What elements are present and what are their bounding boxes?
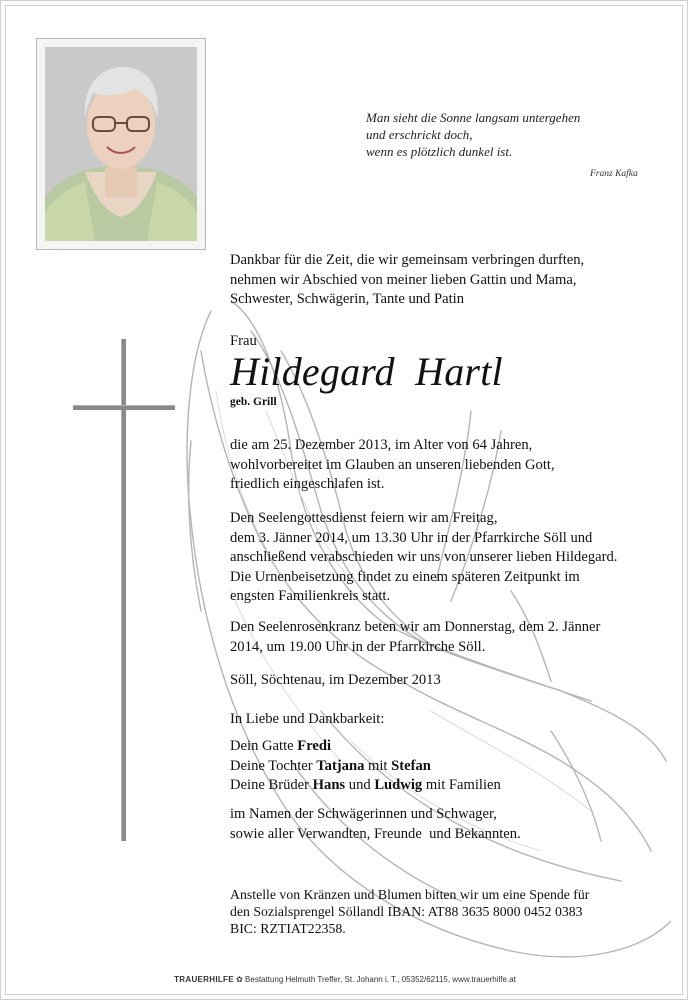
flower-icon: ✿ <box>236 975 243 984</box>
quote-line: Man sieht die Sonne langsam untergehen <box>366 110 581 125</box>
quote-author: Franz Kafka <box>590 169 638 179</box>
family-name: Fredi <box>297 738 332 754</box>
text-line: die am 25. Dezember 2013, im Alter von 64 Jahren, <box>230 437 533 453</box>
closing-line: In Liebe und Dankbarkeit: <box>230 711 385 727</box>
text-line: wohlvorbereitet im Glauben an unseren liebenden Gott, <box>230 456 555 473</box>
text-line: dem 3. Jänner 2014, um 13.30 Uhr in der Pfarrkirche Söll und <box>230 529 593 546</box>
text-line: anschließend verabschieden wir uns von unserer lieben Hildegard. <box>230 549 618 566</box>
family-text: Dein Gatte <box>230 738 298 754</box>
cross-icon-vertical <box>121 339 126 841</box>
text-line: sowie aller Verwandten, Freunde und Bekannten. <box>230 825 521 842</box>
family-name: Stefan <box>391 757 431 774</box>
deceased-name: Hildegard Hartl <box>230 349 503 394</box>
text-line: BIC: RZTIAT22358. <box>230 921 346 936</box>
portrait-frame <box>36 38 206 250</box>
family-name: Ludwig <box>374 777 423 794</box>
family-name: Tatjana <box>316 757 365 774</box>
intro-text <box>230 251 670 310</box>
text-line: Den Seelenrosenkranz beten wir am Donnerstag, dem 2. Jänner <box>230 619 601 635</box>
text-line: friedlich eingeschlafen ist. <box>230 476 385 493</box>
footer <box>1 975 688 984</box>
family-husband <box>230 737 501 757</box>
text-line: Anstelle von Kränzen und Blumen bitten wir um eine Spende für <box>230 887 590 902</box>
footer-brand: TRAUERHILFE <box>174 975 234 984</box>
family-text: und <box>345 777 375 794</box>
text-line: 2014, um 19.00 Uhr in der Pfarrkirche Söll. <box>230 638 486 655</box>
birth-name: geb. Grill <box>230 396 277 408</box>
family-list <box>230 737 501 796</box>
footer-text: Bestattung Helmuth Treffer, St. Johann i. T., 05352/62115, www.trauerhilfe.at <box>245 975 516 984</box>
text-line: engsten Familienkreis statt. <box>230 588 391 605</box>
family-brothers <box>230 776 501 796</box>
cross-icon-horizontal <box>73 405 175 410</box>
family-text: mit <box>364 757 392 774</box>
text-line: Die Urnenbeisetzung findet zu einem späteren Zeitpunkt im <box>230 568 580 585</box>
quote <box>366 109 656 160</box>
service-paragraph <box>230 509 680 607</box>
portrait-photo <box>45 47 197 241</box>
family-text: Deine Tochter <box>230 757 317 774</box>
intro-line: Schwester, Schwägerin, Tante und Patin <box>230 291 465 308</box>
quote-line: und erschrickt doch, <box>366 127 473 142</box>
family-text: mit Familien <box>422 777 501 794</box>
family-daughter <box>230 757 501 777</box>
intro-line: Dankbar für die Zeit, die wir gemeinsam verbringen durften, <box>230 252 585 268</box>
family-text: Deine Brüder <box>230 777 313 794</box>
death-paragraph <box>230 436 670 495</box>
salutation: Frau <box>230 333 257 349</box>
family-name: Hans <box>312 777 346 794</box>
intro-line: nehmen wir Abschied von meiner lieben Gattin und Mama, <box>230 271 577 288</box>
place-date: Söll, Söchtenau, im Dezember 2013 <box>230 672 441 688</box>
rosary-paragraph <box>230 618 670 657</box>
text-line: im Namen der Schwägerinnen und Schwager, <box>230 806 497 822</box>
text-line: den Sozialsprengel Söllandl IBAN: AT88 3635 8000 0452 0383 <box>230 904 583 919</box>
relatives-note <box>230 805 680 844</box>
donation-note <box>230 886 670 937</box>
text-line: Den Seelengottesdienst feiern wir am Freitag, <box>230 510 498 526</box>
quote-line: wenn es plötzlich dunkel ist. <box>366 144 513 159</box>
